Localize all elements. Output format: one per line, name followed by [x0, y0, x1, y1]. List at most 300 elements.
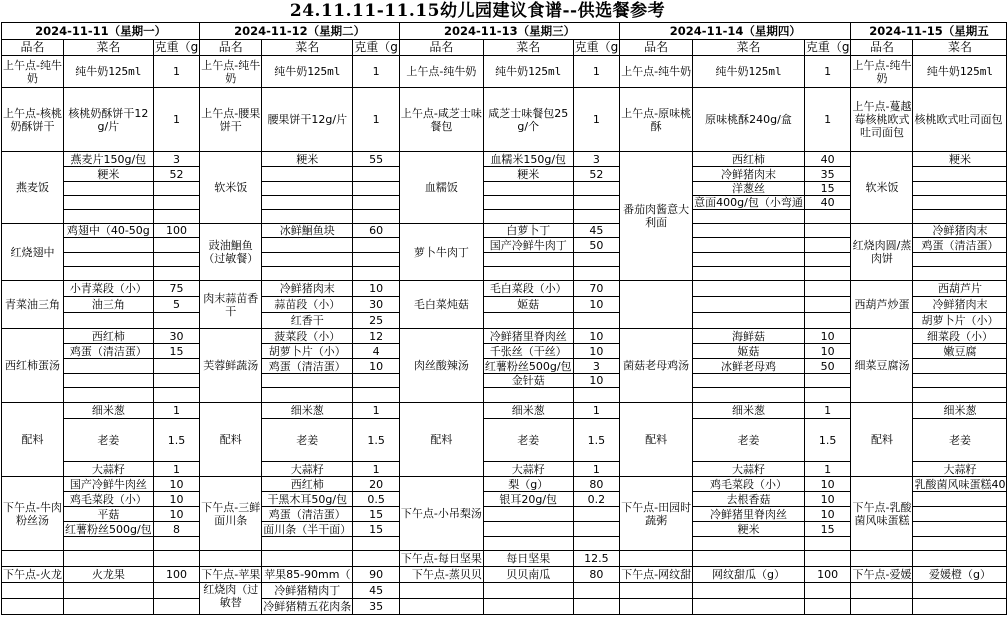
- ingredient-name: 细米葱: [63, 403, 153, 419]
- ingredient-weight: 1.5: [153, 419, 200, 462]
- empty-cell: [620, 551, 693, 567]
- ingredient-weight: 3: [573, 152, 620, 167]
- ingredient-weight: 1: [573, 88, 620, 152]
- date-header-tue: 2024-11-12（星期二）: [200, 23, 400, 40]
- empty-cell: [483, 253, 573, 267]
- empty-cell: [353, 388, 400, 403]
- empty-cell: [573, 267, 620, 281]
- empty-cell: [63, 182, 153, 196]
- ingredient-name: 腰果饼干12g/片: [262, 88, 353, 152]
- empty-cell: [353, 210, 400, 224]
- dish-name: 上午点-纯牛奶: [200, 56, 262, 88]
- dish-name: 上午点-纯牛奶: [620, 56, 693, 88]
- dish-name: 上午点-纯牛奶: [2, 56, 64, 88]
- dish-name: 上午点-咸芝士味餐包: [399, 88, 483, 152]
- empty-cell: [804, 238, 851, 253]
- empty-cell: [693, 599, 805, 615]
- empty-cell: [153, 210, 200, 224]
- ingredient-name: 意面400g/包（小弯通: [694, 196, 803, 209]
- dish-name: 上午点-核桃奶酥饼干: [2, 88, 64, 152]
- empty-cell: [262, 238, 353, 253]
- ingredient-name: 网纹甜瓜（g）: [693, 567, 805, 583]
- empty-cell: [262, 182, 353, 196]
- ingredient-name: 苹果85-90mm（: [262, 567, 353, 583]
- empty-cell: [804, 583, 851, 599]
- ingredient-weight: 15: [804, 182, 851, 196]
- ingredient-weight: 55: [353, 152, 400, 167]
- dish-name: 软米饭: [200, 152, 262, 224]
- ingredient-name: 细米葱: [693, 403, 805, 419]
- ingredient-name: 西红柿: [693, 152, 805, 167]
- dish-name: 下午点-田园时蔬粥: [620, 477, 693, 551]
- empty-cell: [620, 281, 693, 329]
- empty-cell: [573, 507, 620, 522]
- empty-cell: [153, 583, 200, 599]
- dish-name: 上午点-纯牛奶: [851, 56, 913, 88]
- dish-name: 红烧肉圆/蒸肉饼: [851, 224, 913, 281]
- ingredient-weight: 1.5: [804, 419, 851, 462]
- ingredient-name: 大蒜籽: [63, 462, 153, 477]
- table-row: [2, 88, 1007, 152]
- empty-cell: [262, 388, 353, 403]
- ingredient-weight: 30: [353, 297, 400, 313]
- empty-cell: [63, 599, 153, 615]
- empty-cell: [804, 253, 851, 267]
- dish-name: 下午点-网纹甜: [621, 568, 692, 581]
- ingredient-name: 粳米: [63, 167, 153, 182]
- empty-cell: [693, 224, 805, 238]
- ingredient-weight: 15: [804, 522, 851, 537]
- ingredient-name: 细米葱: [262, 403, 353, 419]
- menu-table: [1, 22, 1007, 615]
- dish-name: 下午点-火龙: [3, 568, 62, 581]
- dish-name: 上午点-腰果饼干: [200, 88, 262, 152]
- ingredient-name: 冷鲜猪肉末: [693, 167, 805, 182]
- ingredient-weight: 10: [573, 344, 620, 359]
- empty-cell: [262, 167, 353, 182]
- ingredient-name: 老姜: [483, 419, 573, 462]
- empty-cell: [804, 313, 851, 329]
- empty-cell: [153, 359, 200, 374]
- empty-cell: [153, 599, 200, 615]
- date-header-thu: 2024-11-14（星期四）: [620, 23, 851, 40]
- empty-cell: [851, 551, 913, 567]
- ingredient-name: 老姜: [913, 419, 1007, 462]
- ingredient-name: 西葫芦片: [913, 281, 1007, 297]
- dish-name: 上午点-纯牛奶: [399, 56, 483, 88]
- empty-cell: [573, 537, 620, 551]
- ingredient-name: 血糯米150g/包: [483, 152, 573, 167]
- empty-cell: [353, 267, 400, 281]
- ingredient-name: 冷鲜猪肉末: [913, 297, 1007, 313]
- ingredient-name: 干黑木耳50g/包: [262, 492, 353, 507]
- dish-name: 下午点-苹果: [201, 568, 261, 581]
- empty-cell: [913, 522, 1007, 537]
- ingredient-weight: 4: [353, 344, 400, 359]
- ingredient-weight: 1: [573, 403, 620, 419]
- empty-cell: [353, 182, 400, 196]
- ingredient-name: 白萝卜丁: [483, 224, 573, 238]
- ingredient-name: 鸡蛋（清洁蛋）: [63, 344, 153, 359]
- header-ke: 克重（g: [154, 40, 199, 54]
- dish-name: 上午点-原味桃酥: [620, 88, 693, 152]
- empty-cell: [262, 196, 353, 210]
- empty-cell: [913, 583, 1007, 599]
- empty-cell: [573, 599, 620, 615]
- header-ke: 克重（g: [574, 40, 619, 54]
- ingredient-weight: 1: [353, 462, 400, 477]
- dish-name: 血糯饭: [399, 152, 483, 224]
- ingredient-name: 粳米: [693, 522, 805, 537]
- table-row: [2, 551, 1007, 567]
- ingredient-weight: 60: [353, 224, 400, 238]
- empty-cell: [63, 551, 153, 567]
- ingredient-weight: 40: [804, 196, 851, 210]
- empty-cell: [804, 599, 851, 615]
- ingredient-name: 大蒜籽: [693, 462, 805, 477]
- empty-cell: [153, 253, 200, 267]
- ingredient-name: 细米葱: [913, 403, 1007, 419]
- dish-name: 燕麦饭: [2, 152, 64, 224]
- ingredient-weight: 1: [573, 462, 620, 477]
- ingredient-name: 鸡毛菜段（小）: [693, 477, 805, 492]
- ingredient-name: 海鲜菇: [693, 329, 805, 344]
- dish-name: 肉末蒜苗香干: [200, 281, 262, 329]
- empty-cell: [399, 599, 483, 615]
- dish-name: 配料: [851, 403, 913, 477]
- ingredient-weight: 1: [153, 56, 200, 88]
- ingredient-name: 原味桃酥240g/盒: [693, 88, 805, 152]
- header-pin: 品名: [620, 40, 693, 56]
- ingredient-weight: 10: [804, 477, 851, 492]
- table-row: [2, 477, 1007, 492]
- ingredient-weight: 1: [153, 88, 200, 152]
- ingredient-weight: 35: [353, 599, 400, 615]
- ingredient-name: 纯牛奶125ml: [63, 56, 153, 88]
- table-row: [2, 329, 1007, 344]
- empty-cell: [200, 551, 262, 567]
- column-header-row: [2, 40, 1007, 56]
- dish-name: 下午点-每日坚果: [400, 552, 482, 565]
- ingredient-name: 冷鲜猪肉末: [913, 224, 1007, 238]
- ingredient-weight: 1: [153, 462, 200, 477]
- empty-cell: [913, 599, 1007, 615]
- dish-name: 肉丝酸辣汤: [399, 329, 483, 403]
- ingredient-name: 冰鲜老母鸡: [693, 359, 805, 374]
- header-cai: 菜名: [262, 40, 353, 56]
- ingredient-name: 纯牛奶125ml: [483, 56, 573, 88]
- empty-cell: [804, 281, 851, 297]
- empty-cell: [353, 551, 400, 567]
- ingredient-name: 纯牛奶125ml: [693, 56, 805, 88]
- empty-cell: [153, 313, 200, 329]
- ingredient-weight: 100: [153, 224, 200, 238]
- empty-cell: [573, 210, 620, 224]
- ingredient-weight: 10: [153, 492, 200, 507]
- ingredient-name: 油三角: [63, 297, 153, 313]
- ingredient-weight: 20: [353, 477, 400, 492]
- ingredient-name: 鸡蛋（清洁蛋）: [262, 359, 353, 374]
- ingredient-name: 纯牛奶125ml: [262, 56, 353, 88]
- ingredient-name: 鸡蛋（清洁蛋）: [262, 507, 353, 522]
- dish-name: 菌菇老母鸡汤: [620, 329, 693, 403]
- header-pin: 品名: [399, 40, 483, 56]
- empty-cell: [913, 267, 1007, 281]
- ingredient-weight: 50: [573, 238, 620, 253]
- empty-cell: [693, 388, 805, 403]
- empty-cell: [693, 267, 805, 281]
- table-row: [2, 567, 1007, 583]
- ingredient-name: 鸡翅中（40-50g: [63, 224, 153, 238]
- ingredient-name: 面川条（半干面）: [263, 522, 352, 536]
- empty-cell: [804, 537, 851, 551]
- ingredient-name: 老姜: [63, 419, 153, 462]
- ingredient-weight: 100: [153, 567, 200, 583]
- ingredient-weight: 100: [804, 567, 851, 583]
- ingredient-weight: 10: [804, 507, 851, 522]
- page-title: 24.11.11-11.15幼儿园建议食谱--供选餐参考: [289, 1, 666, 21]
- empty-cell: [483, 599, 573, 615]
- dish-name: 西红柿蛋汤: [2, 329, 64, 403]
- ingredient-weight: 1: [573, 56, 620, 88]
- empty-cell: [620, 599, 693, 615]
- ingredient-weight: 90: [353, 567, 400, 583]
- table-row: [2, 403, 1007, 419]
- date-header-fri: 2024-11-15（星期五: [851, 23, 1007, 40]
- ingredient-weight: 12: [353, 329, 400, 344]
- ingredient-weight: 10: [573, 297, 620, 313]
- empty-cell: [483, 507, 573, 522]
- dish-name: 下午点-爱媛: [852, 568, 912, 581]
- ingredient-weight: 12.5: [573, 551, 620, 567]
- empty-cell: [262, 551, 353, 567]
- date-row: [2, 23, 1007, 40]
- empty-cell: [483, 537, 573, 551]
- empty-cell: [573, 388, 620, 403]
- ingredient-weight: 10: [353, 359, 400, 374]
- empty-cell: [913, 492, 1007, 507]
- header-ke: 克重（g: [354, 40, 398, 54]
- empty-cell: [913, 359, 1007, 374]
- dish-name: 软米饭: [851, 152, 913, 224]
- ingredient-weight: 35: [804, 167, 851, 182]
- empty-cell: [153, 551, 200, 567]
- dish-name: 豉油鮰鱼（过敏餐）: [200, 224, 262, 281]
- empty-cell: [63, 267, 153, 281]
- ingredient-name: 冷鲜猪精五花肉条: [263, 600, 352, 613]
- ingredient-weight: 1: [804, 462, 851, 477]
- empty-cell: [483, 182, 573, 196]
- ingredient-weight: 1: [804, 56, 851, 88]
- ingredient-weight: 70: [573, 281, 620, 297]
- empty-cell: [804, 224, 851, 238]
- dish-name: 青菜油三角: [2, 281, 64, 329]
- ingredient-name: 西红柿: [63, 329, 153, 344]
- empty-cell: [693, 537, 805, 551]
- ingredient-name: 银耳20g/包: [483, 492, 573, 507]
- empty-cell: [913, 167, 1007, 182]
- empty-cell: [693, 374, 805, 388]
- ingredient-weight: 75: [153, 281, 200, 297]
- empty-cell: [63, 238, 153, 253]
- empty-cell: [63, 583, 153, 599]
- ingredient-name: 核桃欧式吐司面包: [913, 88, 1007, 152]
- empty-cell: [153, 238, 200, 253]
- empty-cell: [2, 583, 64, 599]
- ingredient-name: 冰鲜鮰鱼块: [262, 224, 353, 238]
- ingredient-name: 粳米: [483, 167, 573, 182]
- dish-name: 下午点-小吊梨汤: [399, 477, 483, 551]
- empty-cell: [63, 313, 153, 329]
- empty-cell: [573, 313, 620, 329]
- empty-cell: [913, 374, 1007, 388]
- empty-cell: [483, 388, 573, 403]
- empty-cell: [693, 253, 805, 267]
- ingredient-name: 国产冷鲜牛肉丁: [483, 238, 573, 253]
- header-ke: 克重（g: [805, 40, 850, 54]
- ingredient-weight: 25: [353, 313, 400, 329]
- empty-cell: [262, 374, 353, 388]
- empty-cell: [693, 551, 805, 567]
- ingredient-weight: 5: [153, 297, 200, 313]
- ingredient-name: 爱媛橙（g）: [913, 567, 1007, 583]
- ingredient-weight: 30: [153, 329, 200, 344]
- ingredient-weight: 52: [153, 167, 200, 182]
- date-header-wed: 2024-11-13（星期三）: [399, 23, 619, 40]
- ingredient-name: 国产冷鲜牛肉丝: [63, 477, 153, 492]
- ingredient-weight: 0.2: [573, 492, 620, 507]
- ingredient-name: 细菜段（小）: [913, 329, 1007, 344]
- empty-cell: [63, 359, 153, 374]
- ingredient-name: 红薯粉丝500g/包: [484, 359, 572, 373]
- ingredient-weight: 3: [573, 359, 620, 374]
- ingredient-weight: 1: [353, 56, 400, 88]
- ingredient-name: 梨（g）: [483, 477, 573, 492]
- empty-cell: [262, 267, 353, 281]
- empty-cell: [573, 583, 620, 599]
- ingredient-name: 粳米: [913, 152, 1007, 167]
- ingredient-weight: 52: [573, 167, 620, 182]
- header-cai: 菜名: [913, 40, 1007, 56]
- empty-cell: [693, 583, 805, 599]
- ingredient-name: 胡萝卜片（小）: [262, 344, 353, 359]
- date-header-mon: 2024-11-11（星期一）: [2, 23, 200, 40]
- ingredient-weight: 10: [804, 329, 851, 344]
- empty-cell: [63, 537, 153, 551]
- ingredient-name: 贝贝南瓜: [483, 567, 573, 583]
- ingredient-name: 核桃奶酥饼干12g/片: [63, 88, 153, 152]
- empty-cell: [262, 210, 353, 224]
- table-row: [2, 224, 1007, 238]
- empty-cell: [573, 196, 620, 210]
- header-cai: 菜名: [693, 40, 805, 56]
- ingredient-weight: 15: [353, 522, 400, 537]
- empty-cell: [262, 537, 353, 551]
- dish-name: 配料: [399, 403, 483, 477]
- empty-cell: [804, 388, 851, 403]
- empty-cell: [483, 313, 573, 329]
- table-row: [2, 56, 1007, 88]
- dish-name: 芙蓉鲜蔬汤: [200, 329, 262, 403]
- dish-name: 下午点-牛肉粉丝汤: [2, 477, 64, 551]
- dish-name: 下午点-乳酸菌风味蛋糕: [851, 477, 913, 551]
- dish-name: 下午点-蒸贝贝: [399, 567, 483, 583]
- ingredient-name: 冷鲜猪肉末: [262, 281, 353, 297]
- empty-cell: [573, 182, 620, 196]
- empty-cell: [851, 599, 913, 615]
- ingredient-weight: 10: [804, 492, 851, 507]
- empty-cell: [353, 253, 400, 267]
- empty-cell: [353, 167, 400, 182]
- ingredient-name: 鸡毛菜段（小）: [63, 492, 153, 507]
- ingredient-weight: 10: [804, 344, 851, 359]
- empty-cell: [913, 388, 1007, 403]
- empty-cell: [2, 599, 64, 615]
- ingredient-weight: 45: [353, 583, 400, 599]
- ingredient-weight: 1.5: [573, 419, 620, 462]
- ingredient-weight: 15: [153, 344, 200, 359]
- empty-cell: [63, 210, 153, 224]
- empty-cell: [353, 238, 400, 253]
- dish-name: 细菜豆腐汤: [851, 329, 913, 403]
- empty-cell: [693, 281, 805, 297]
- empty-cell: [693, 238, 805, 253]
- dish-name: 配料: [620, 403, 693, 477]
- ingredient-weight: 40: [804, 152, 851, 167]
- ingredient-weight: 10: [573, 374, 620, 388]
- empty-cell: [913, 182, 1007, 196]
- empty-cell: [804, 267, 851, 281]
- ingredient-weight: 10: [353, 281, 400, 297]
- ingredient-weight: 3: [153, 152, 200, 167]
- ingredient-weight: 1.5: [353, 419, 400, 462]
- empty-cell: [353, 537, 400, 551]
- ingredient-weight: 0.5: [353, 492, 400, 507]
- header-cai: 菜名: [483, 40, 573, 56]
- ingredient-name: 每日坚果: [483, 551, 573, 567]
- ingredient-weight: 50: [804, 359, 851, 374]
- empty-cell: [913, 507, 1007, 522]
- ingredient-name: 咸芝士味餐包25g/个: [483, 88, 573, 152]
- empty-cell: [483, 210, 573, 224]
- ingredient-name: 老姜: [693, 419, 805, 462]
- ingredient-name: 细米葱: [483, 403, 573, 419]
- dish-name: 毛白菜炖菇: [399, 281, 483, 329]
- ingredient-weight: 1: [353, 403, 400, 419]
- empty-cell: [153, 374, 200, 388]
- ingredient-name: 大蒜籽: [913, 462, 1007, 477]
- ingredient-weight: 1: [804, 403, 851, 419]
- empty-cell: [804, 297, 851, 313]
- empty-cell: [573, 522, 620, 537]
- dish-name: 配料: [2, 403, 64, 477]
- ingredient-name: 姬菇: [483, 297, 573, 313]
- empty-cell: [913, 196, 1007, 210]
- ingredient-name: 乳酸菌风味蛋糕40: [914, 477, 1006, 491]
- dish-name: 上午点-蔓越莓核桃欧式吐司面包: [851, 88, 913, 152]
- table-row: [2, 281, 1007, 297]
- empty-cell: [620, 583, 693, 599]
- ingredient-name: 嫩豆腐: [913, 344, 1007, 359]
- empty-cell: [693, 313, 805, 329]
- ingredient-name: 菠菜段（小）: [262, 329, 353, 344]
- empty-cell: [399, 583, 483, 599]
- ingredient-name: 冷鲜猪精肉丁: [262, 583, 353, 599]
- empty-cell: [804, 374, 851, 388]
- ingredient-weight: 1: [153, 403, 200, 419]
- ingredient-name: 纯牛奶125ml: [913, 56, 1007, 88]
- ingredient-weight: 10: [153, 477, 200, 492]
